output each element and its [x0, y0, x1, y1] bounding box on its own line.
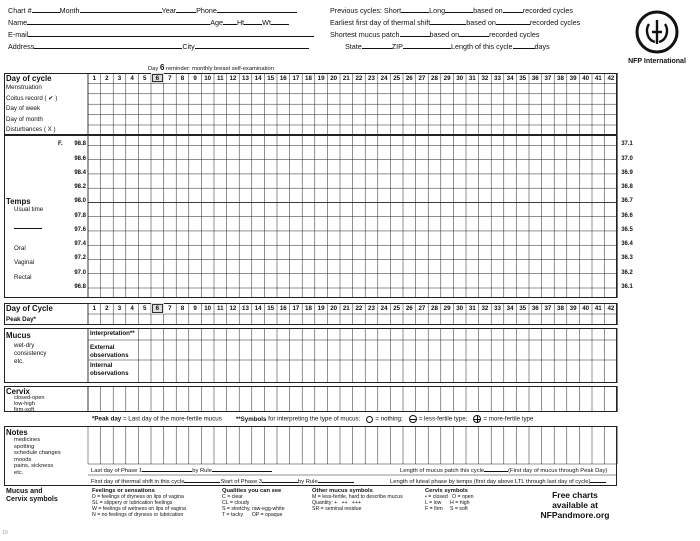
- disturbances-label: Disturbances ( X ): [6, 126, 56, 133]
- day-number-cell: 33: [494, 74, 501, 82]
- based-on-label-2: based on: [466, 18, 496, 27]
- external-observations-label: External observations: [90, 344, 129, 359]
- long-label: Long: [429, 6, 446, 15]
- day-number-cell-2: 26: [405, 305, 413, 312]
- day-number-cell-2: 22: [355, 305, 363, 312]
- promo-text: Free charts available at NFPandmore.org: [540, 490, 610, 520]
- header-line-right: [345, 41, 550, 52]
- day-number-cell-2: 41: [594, 305, 602, 312]
- footer-title: Mucus and Cervix symbols: [6, 488, 58, 503]
- day-number-cell: 38: [557, 74, 564, 82]
- celsius-tick: 36.7: [621, 198, 633, 205]
- by-rule-label: by Rule: [192, 468, 212, 474]
- length-luteal-label: Length of luteal phase by temps (first day above LTL through last day of cycle): [390, 479, 591, 485]
- header-line-right: [330, 29, 539, 40]
- fahrenheit-prefix: F.: [58, 141, 63, 148]
- day-number-cell: 8: [180, 74, 185, 82]
- length-cycle-label-field[interactable]: [513, 41, 535, 49]
- shortest-label-field[interactable]: [400, 29, 430, 37]
- first-day-thermal-label: First day of thermal shift in this cycle: [91, 479, 185, 485]
- zip-label-field[interactable]: [403, 41, 451, 49]
- celsius-tick: 37.0: [621, 155, 633, 162]
- reminder-day: 6: [159, 63, 165, 72]
- cervix-symbols-list: • = closed O = open L = low H = high F = firm S = soft: [425, 494, 474, 512]
- chart-number-label-field[interactable]: [32, 5, 60, 13]
- day-number-cell-2: 20: [330, 305, 338, 312]
- day-of-week-label: Day of week: [6, 105, 41, 113]
- celsius-tick: 36.2: [621, 269, 633, 276]
- day-number-cell: 26: [405, 74, 413, 82]
- feelings-heading: Feelings or sensations: [92, 488, 155, 494]
- based-on-label-field[interactable]: [503, 5, 523, 13]
- mucus-title: Mucus: [6, 331, 31, 340]
- reminder-prefix: Day: [148, 66, 159, 72]
- day-number-cell: 36: [531, 74, 539, 82]
- recorded-cycles-label-2: recorded cycles: [529, 18, 581, 27]
- day-of-cycle-label: Day of cycle: [6, 74, 52, 83]
- earliest-label-field[interactable]: [430, 17, 466, 25]
- fahrenheit-tick: 96.8: [74, 284, 86, 290]
- earliest-label: Earliest first day of thermal shift: [330, 18, 431, 27]
- day-number-cell: 14: [254, 74, 262, 82]
- day-number-cell: 28: [431, 74, 438, 82]
- day-number-cell-2: 25: [393, 305, 401, 312]
- day-number-cell: 18: [305, 74, 312, 82]
- day-number-cell-2: 12: [229, 305, 237, 312]
- day-number-cell-2: 7: [168, 305, 172, 312]
- day-number-cell: 20: [330, 74, 338, 82]
- field-blank[interactable]: [484, 466, 508, 472]
- day-number-cell-2: 29: [443, 305, 451, 312]
- celsius-tick: 36.1: [621, 284, 633, 290]
- ht-label: Ht: [236, 18, 245, 27]
- field-blank[interactable]: [184, 477, 220, 483]
- celsius-tick: 37.1: [621, 141, 633, 148]
- vaginal-label: Vaginal: [14, 259, 35, 267]
- day-number-cell-2: 40: [582, 305, 590, 312]
- day-number-cell: 29: [443, 74, 451, 82]
- length-mucus-label: Length of mucus patch this cycle: [400, 468, 485, 474]
- symbol-more-text: = more-fertile type: [483, 415, 534, 423]
- day-number-cell: 9: [193, 74, 197, 82]
- temps-title: Temps: [6, 197, 31, 207]
- legend-symbols-term: **Symbols: [235, 415, 267, 423]
- usual-time-label: Usual time: [14, 206, 44, 214]
- day-number-cell-2: 33: [494, 305, 501, 312]
- cervix-title: Cervix: [6, 387, 30, 396]
- email-label-field[interactable]: [28, 29, 314, 37]
- day-number-cell-2: 1: [92, 305, 97, 312]
- based-on-label-2-field[interactable]: [496, 17, 530, 25]
- celsius-tick: 36.4: [621, 241, 633, 248]
- phone-label: Phone: [196, 6, 217, 15]
- header-line: [8, 17, 289, 28]
- oral-label: Oral: [14, 245, 26, 253]
- day-number-cell-2: 10: [204, 305, 212, 312]
- day-number-cell-2: 38: [557, 305, 564, 312]
- symbol-nothing-text: = nothing;: [375, 415, 403, 423]
- day-number-cell-2: 28: [431, 305, 438, 312]
- day-number-cell: 12: [229, 74, 237, 82]
- short-label-field[interactable]: [401, 5, 429, 13]
- wt-label: Wt: [262, 18, 271, 27]
- day-number-cell: 21: [342, 74, 350, 82]
- day-number-cell: 22: [355, 74, 363, 82]
- day-number-cell: 1: [92, 74, 97, 82]
- day-number-cell-2: 5: [142, 305, 147, 312]
- chart-number-label: Chart #: [8, 6, 32, 15]
- based-on-label: based on: [473, 6, 503, 15]
- peak-day-label: Peak Day*: [6, 316, 36, 323]
- day-number-cell: 6: [151, 73, 164, 83]
- day-number-cell: 31: [468, 74, 476, 82]
- internal-observations-label: Internal observations: [90, 362, 129, 377]
- circle-minus-icon: [409, 415, 417, 423]
- day-number-cell: 13: [242, 74, 249, 82]
- mucus-sub: wet-dry consistency etc.: [14, 342, 47, 365]
- phase-line: [400, 466, 607, 475]
- fahrenheit-tick: 97.2: [74, 255, 86, 262]
- day-number-cell: 37: [544, 74, 552, 82]
- celsius-tick: 36.9: [621, 169, 633, 176]
- day-number-cell-2: 37: [544, 305, 552, 312]
- phase-line: [91, 477, 354, 486]
- day-number-cell-2: 34: [506, 305, 514, 312]
- field-blank[interactable]: [318, 477, 354, 483]
- other-symbols-heading: Other mucus symbols: [312, 488, 373, 494]
- field-blank[interactable]: [590, 477, 606, 483]
- day-number-cell-2: 39: [569, 305, 577, 312]
- fahrenheit-tick: 97.8: [74, 212, 86, 219]
- reminder: [148, 64, 274, 73]
- city-label-field[interactable]: [195, 41, 309, 49]
- field-blank[interactable]: [262, 477, 298, 483]
- state-label-field[interactable]: [362, 41, 392, 49]
- day-of-cycle-label-2: Day of Cycle: [6, 304, 53, 313]
- qualities-list: C = clear CL = cloudy S = stretchy, raw-egg-white T = tacky OP = opaque: [222, 494, 285, 518]
- email-label: E-mail: [8, 30, 29, 39]
- year-label: Year: [161, 6, 177, 15]
- feelings-list: D = feelings of dryness on lips of vagina SL = slippery or lubrication feelings W = feelings of wetness on lips of vagina N = no feelings of dryness or lubrication: [92, 494, 186, 518]
- based-on-label-3-field[interactable]: [459, 29, 489, 37]
- day-number-cell-2: 24: [380, 305, 388, 312]
- day-number-cell-2: 32: [481, 305, 489, 312]
- field-blank[interactable]: [142, 466, 192, 472]
- long-label-field[interactable]: [445, 5, 473, 13]
- day-number-cell: 16: [279, 74, 287, 82]
- day-of-month-label: Day of month: [6, 115, 43, 123]
- day-number-cell: 17: [292, 74, 300, 82]
- short-label: Previous cycles: Short: [330, 6, 402, 15]
- day-number-cell-2: 31: [468, 305, 476, 312]
- celsius-tick: 36.5: [621, 226, 633, 233]
- recorded-cycles-label: recorded cycles: [522, 6, 574, 15]
- day-number-cell: 25: [393, 74, 401, 82]
- recorded-cycles-label-3: recorded cycles: [489, 30, 540, 39]
- day-number-cell: 7: [168, 74, 172, 82]
- phase-line: [390, 477, 606, 486]
- first-day-mucus-label: (First day of mucus through Peak Day): [508, 468, 608, 474]
- wt-label-field[interactable]: [271, 17, 289, 25]
- length-cycle-label: Length of this cycle: [450, 42, 513, 51]
- day-number-cell-2: 15: [267, 305, 275, 312]
- address-label-field[interactable]: [34, 41, 182, 49]
- age-label-field[interactable]: [223, 17, 237, 25]
- day-number-cell-2: 17: [292, 305, 300, 312]
- notes-sub: medicines spotting schedule changes moods pains, sickness etc.: [14, 437, 61, 476]
- city-label: City: [182, 42, 195, 51]
- other-symbols-list: M = less-fertile, hard to describe mucus Quantity: + ++ +++ SR = seminal residue: [312, 494, 403, 512]
- month-label: Month: [59, 6, 80, 15]
- day-number-cell: 34: [506, 74, 514, 82]
- month-label-field[interactable]: [80, 5, 162, 13]
- cervix-symbols-heading: Cervix symbols: [425, 488, 468, 494]
- symbol-less-text: = less-fertile type;: [418, 415, 468, 423]
- qualities-heading: Qualities you can see: [222, 488, 282, 494]
- day-number-cell: 30: [456, 74, 464, 82]
- day-number-cell: 24: [380, 74, 388, 82]
- day-number-cell-2: 42: [607, 305, 615, 312]
- name-label-field[interactable]: [27, 17, 210, 25]
- day-number-cell-2: 27: [418, 305, 426, 312]
- based-on-label-3: based on: [429, 30, 460, 39]
- fahrenheit-tick: 98.2: [74, 184, 86, 191]
- reminder-text: reminder: monthly breast self-examination: [166, 66, 274, 72]
- day-number-cell-2: 14: [254, 305, 262, 312]
- ht-label-field[interactable]: [244, 17, 262, 25]
- zip-label: ZIP: [391, 42, 403, 51]
- legend-peak-text: = Last day of the more-fertile mucus: [121, 415, 222, 423]
- celsius-tick: 36.6: [621, 212, 633, 219]
- day-number-cell: 19: [317, 74, 325, 82]
- nfp-logo-icon: [635, 10, 679, 54]
- shortest-label: Shortest mucus patch: [330, 30, 400, 39]
- by-rule-label-2: by Rule: [298, 479, 318, 485]
- day-number-cell-2: 3: [117, 305, 122, 312]
- header-line-right: [330, 5, 573, 16]
- cervix-sub: closed-open low-high firm-soft: [14, 395, 45, 414]
- day-number-cell-2: 2: [105, 305, 109, 312]
- temps-box: [4, 135, 617, 298]
- circle-nothing-icon: [366, 416, 373, 423]
- day-number-cell: 35: [519, 74, 527, 82]
- day-number-cell-2: 23: [368, 305, 375, 312]
- name-label: Name: [8, 18, 28, 27]
- notes-title: Notes: [6, 428, 28, 437]
- fahrenheit-tick: 97.0: [74, 269, 86, 276]
- rectal-label: Rectal: [14, 273, 32, 281]
- day-number-cell-2: 35: [519, 305, 527, 312]
- last-day-phase1-label: Last day of Phase 1: [91, 468, 143, 474]
- logo: [622, 10, 692, 70]
- day-number-cell: 3: [117, 74, 122, 82]
- fahrenheit-tick: 98.4: [74, 169, 86, 176]
- year-label-field[interactable]: [176, 5, 196, 13]
- state-label: State: [345, 42, 362, 51]
- logo-name: NFP International: [628, 58, 686, 65]
- phone-label-field[interactable]: [217, 5, 297, 13]
- header-line: [8, 41, 309, 52]
- day-number-cell: 15: [267, 74, 275, 82]
- celsius-tick: 36.8: [621, 184, 633, 191]
- day-number-cell: 10: [204, 74, 212, 82]
- celsius-tick: 36.3: [621, 255, 633, 262]
- day-number-cell: 23: [368, 74, 375, 82]
- day-number-cell: 32: [481, 74, 489, 82]
- day-number-cell-2: 13: [242, 305, 249, 312]
- day-number-cell: 42: [607, 74, 615, 82]
- usual-time-field[interactable]: [14, 228, 42, 229]
- day-number-cell: 2: [105, 74, 109, 82]
- day-number-cell-2: 11: [217, 305, 224, 312]
- day-number-cell-2: 36: [531, 305, 539, 312]
- header-line: [8, 29, 314, 40]
- day-number-cell-2: 8: [180, 305, 185, 312]
- start-phase3-label: Start of Phase 3: [220, 479, 263, 485]
- legend-symbols-text: for interpreting the type of mucus:: [266, 415, 361, 423]
- day-number-cell-2: 16: [279, 305, 287, 312]
- day-number-cell-2: 6: [151, 303, 164, 314]
- day-number-cell: 5: [142, 74, 147, 82]
- circle-plus-icon: [473, 415, 481, 423]
- day-number-cell-2: 30: [456, 305, 464, 312]
- day-number-cell-2: 21: [342, 305, 350, 312]
- cervix-box: [4, 386, 617, 412]
- day-number-cell-2: 9: [193, 305, 197, 312]
- day-number-cell: 39: [569, 74, 577, 82]
- day-number-cell-2: 19: [317, 305, 325, 312]
- day-number-cell: 40: [582, 74, 590, 82]
- field-blank[interactable]: [212, 466, 272, 472]
- fahrenheit-tick: 98.6: [74, 155, 86, 162]
- fahrenheit-tick: 98.0: [74, 198, 86, 205]
- day-number-cell: 4: [130, 74, 134, 82]
- header-line-right: [330, 17, 580, 28]
- menstruation-label: Menstruation: [6, 84, 42, 92]
- day-number-cell: 41: [594, 74, 602, 82]
- legend-peak-term: *Peak day: [92, 415, 122, 423]
- coitus-record-label: Coitus record ( ✔ ): [6, 94, 58, 102]
- header-line: [8, 5, 297, 16]
- fahrenheit-tick: 97.4: [74, 241, 86, 248]
- day-number-cell-2: 18: [305, 305, 312, 312]
- corner-mark: 10: [2, 530, 8, 536]
- fahrenheit-tick: 97.6: [74, 226, 86, 233]
- age-label: Age: [210, 18, 223, 27]
- day-number-cell-2: 4: [130, 305, 134, 312]
- day-number-cell: 11: [217, 74, 224, 82]
- legend-line: [92, 415, 533, 424]
- interpretation-label: Interpretation**: [90, 330, 135, 337]
- phase-line: [91, 466, 272, 475]
- days-label: days: [534, 42, 550, 51]
- fahrenheit-tick: 98.8: [74, 141, 86, 148]
- day-number-cell: 27: [418, 74, 426, 82]
- address-label: Address: [8, 42, 35, 51]
